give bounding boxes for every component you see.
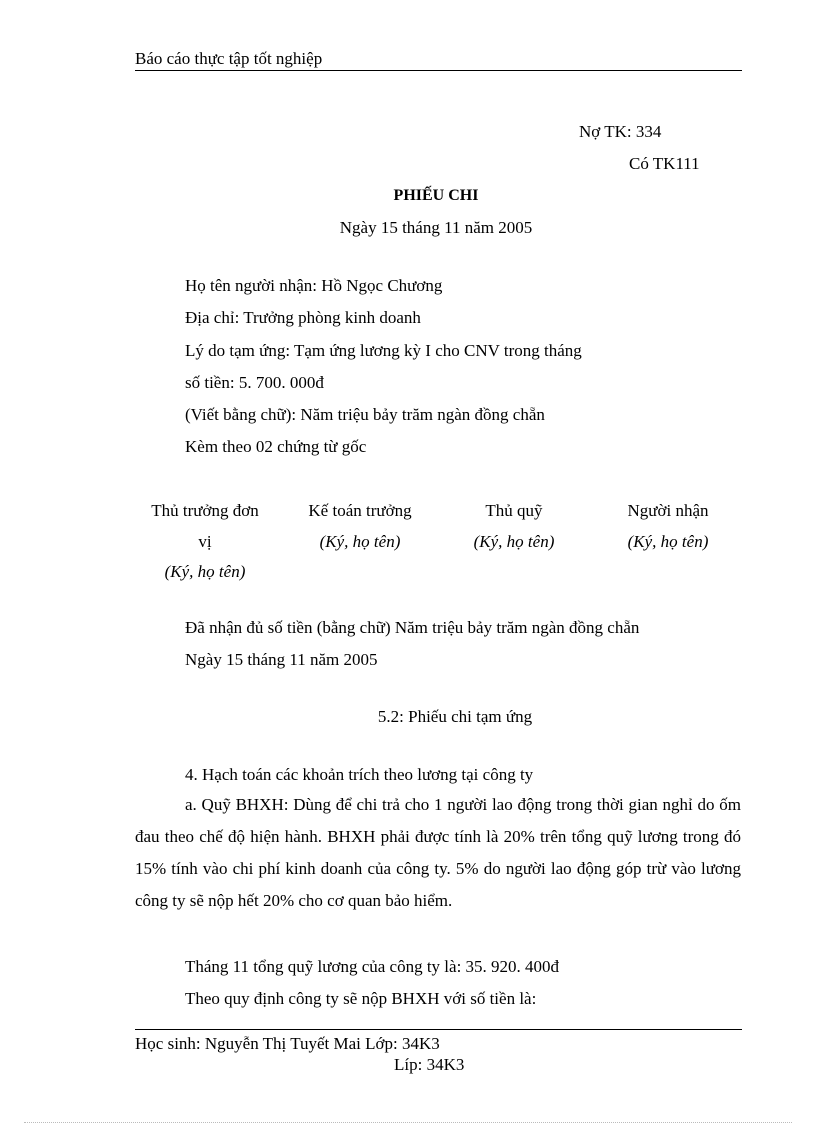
signature-hint: (Ký, họ tên) <box>473 532 555 551</box>
figure-caption: 5.2: Phiếu chi tạm ứng <box>377 707 533 726</box>
received-date: Ngày 15 tháng 11 năm 2005 <box>185 650 378 669</box>
signature-role: Thủ quỹ <box>485 501 543 520</box>
signature-block-chief-accountant <box>275 495 445 557</box>
received-text: Đã nhận đủ số tiền (bằng chữ) Năm triệu bảy trăm ngàn đồng chẵn <box>185 618 640 637</box>
paragraph-payment: Theo quy định công ty sẽ nộp BHXH với số tiền là: <box>185 989 537 1008</box>
signature-role: Thủ trưởng đơn <box>151 501 259 520</box>
section-heading: 4. Hạch toán các khoản trích theo lương tại công ty <box>185 765 534 784</box>
footer-class: Líp: 34K3 <box>394 1055 465 1074</box>
paragraph-social-insurance: a. Quỹ BHXH: Dùng để chi trả cho 1 người lao động trong thời gian nghỉ do ốm đau theo chế độ hiện hành. BHXH phải được tính là 20% trên tổng quỹ lương trong đó 15% tính vào chi phí kinh doanh của công ty. 5% do người lao động góp trừ vào lương công ty sẽ nộp hết 20% cho cơ quan bảo hiểm. <box>135 795 741 910</box>
signature-block-director <box>120 495 290 587</box>
voucher-date: Ngày 15 tháng 11 năm 2005 <box>339 218 533 237</box>
recipient-line: Họ tên người nhận: Hồ Ngọc Chương <box>185 276 443 295</box>
signature-role: Người nhận <box>627 501 709 520</box>
signature-hint: (Ký, họ tên) <box>319 532 401 551</box>
header-divider <box>135 70 742 71</box>
signature-role: Kế toán trưởng <box>308 501 412 520</box>
footer-student: Học sinh: Nguyễn Thị Tuyết Mai Lớp: 34K3 <box>135 1034 440 1053</box>
attachments-line: Kèm theo 02 chứng từ gốc <box>185 437 367 456</box>
debit-account: Nợ TK: 334 <box>579 122 662 141</box>
amount-line: số tiền: 5. 700. 000đ <box>185 373 324 392</box>
signature-hint: (Ký, họ tên) <box>164 562 246 581</box>
signature-block-recipient <box>583 495 753 557</box>
credit-account: Có TK111 <box>629 154 700 173</box>
signature-role-cont: vị <box>198 532 212 551</box>
paragraph-total-salary: Tháng 11 tổng quỹ lương của công ty là: 35. 920. 400đ <box>185 957 560 976</box>
amount-words-line: (Viết bằng chữ): Năm triệu bảy trăm ngàn đồng chẵn <box>185 405 545 424</box>
footer-divider <box>135 1029 742 1030</box>
signature-hint: (Ký, họ tên) <box>627 532 709 551</box>
address-line: Địa chỉ: Trưởng phòng kinh doanh <box>185 308 421 327</box>
reason-line: Lý do tạm ứng: Tạm ứng lương kỳ I cho CNV trong tháng <box>185 341 582 360</box>
document-header-title: Báo cáo thực tập tốt nghiệp <box>135 49 323 68</box>
voucher-title: PHIẾU CHI <box>393 187 479 204</box>
signature-block-treasurer <box>429 495 599 557</box>
